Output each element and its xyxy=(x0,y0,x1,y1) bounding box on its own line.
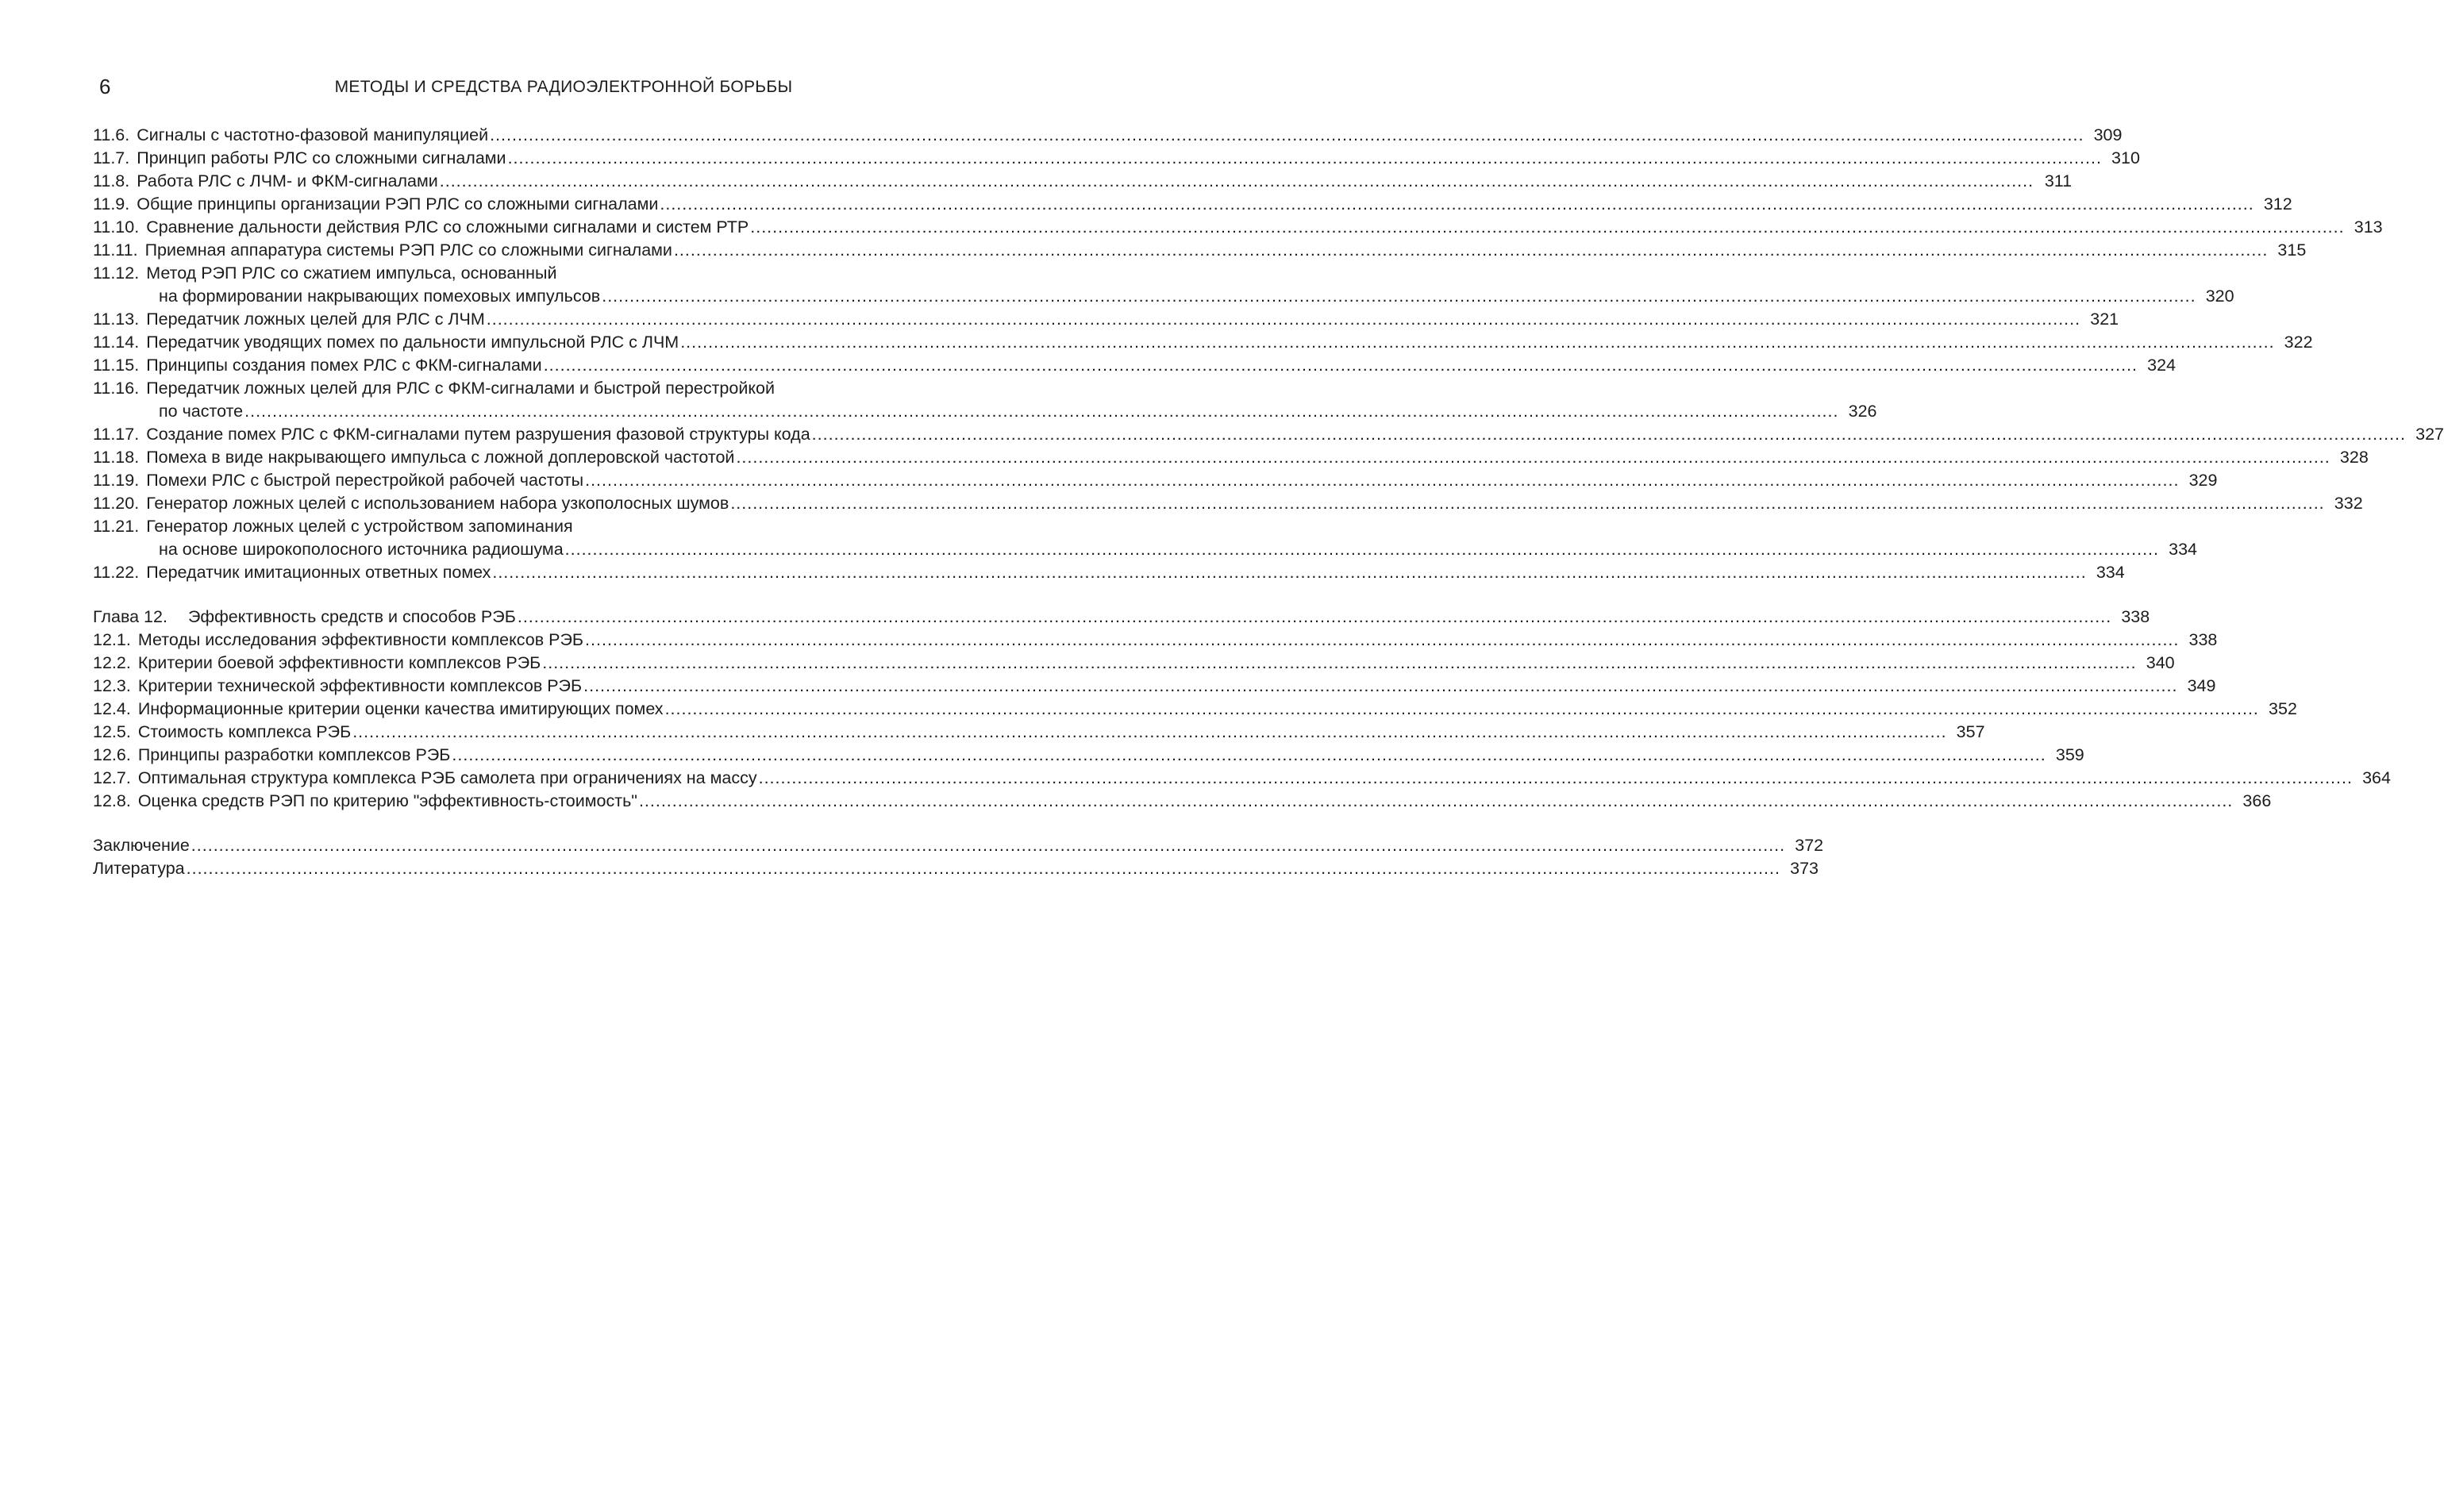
toc-entry-page: 328 xyxy=(2339,448,2369,467)
toc-entry[interactable] xyxy=(93,262,958,285)
toc-leader-dots xyxy=(352,721,1946,744)
toc-entry-page: 338 xyxy=(2188,630,2218,649)
toc-entry-page: 322 xyxy=(2284,333,2313,352)
toc-entry-page: 321 xyxy=(2090,310,2119,329)
toc-leader-dots xyxy=(759,767,2353,790)
toc-leader-dots xyxy=(602,285,2196,308)
toc-entry-page: 338 xyxy=(2121,607,2150,626)
toc-entry-page: 352 xyxy=(2269,699,2297,718)
toc-entry-page: 366 xyxy=(2242,791,2272,810)
toc-entry[interactable] xyxy=(93,515,958,538)
toc-entry-page: 334 xyxy=(2096,563,2125,582)
toc-leader-dots xyxy=(518,606,2111,629)
toc-leader-dots xyxy=(665,698,2259,721)
toc-entry-title: Литература xyxy=(93,859,185,878)
toc-entry-page: 326 xyxy=(1848,402,1877,421)
page-number: 6 xyxy=(99,75,111,98)
toc-entry-title: Принципы разработки комплексов РЭБ xyxy=(137,745,451,764)
toc-entry[interactable] xyxy=(93,469,2218,492)
toc-leader-dots xyxy=(244,400,1838,423)
toc-leader-dots xyxy=(187,857,1780,880)
toc-entry-title: Генератор ложных целей с использованием набора узкополосных шумов xyxy=(146,494,729,513)
toc-entry-page: 349 xyxy=(2187,676,2216,695)
toc-entry-number: 12.1. xyxy=(93,630,131,649)
toc-entry-title: Генератор ложных целей с устройством запоминания xyxy=(146,517,573,536)
toc-entry-number: 11.13. xyxy=(93,310,140,329)
toc-entry-title: Критерии технической эффективности комплексов РЭБ xyxy=(137,676,583,695)
toc-entry-page: 359 xyxy=(2055,745,2084,764)
toc-entry-title: Приемная аппаратура системы РЭП РЛС со сложными сигналами xyxy=(144,240,672,260)
toc-leader-dots xyxy=(487,308,2080,331)
toc-entry-number: 11.15. xyxy=(93,356,140,375)
toc-leader-dots xyxy=(585,629,2179,652)
toc-entry[interactable] xyxy=(93,377,958,400)
toc-entry-page: 372 xyxy=(1795,836,1824,855)
toc-entry-title: Работа РЛС с ЛЧМ- и ФКМ-сигналами xyxy=(137,171,438,190)
toc-entry[interactable] xyxy=(93,767,2391,790)
toc-leader-dots xyxy=(585,469,2179,492)
toc-entry-title: Принцип работы РЛС со сложными сигналами xyxy=(137,148,506,167)
toc-entry[interactable] xyxy=(93,354,2177,377)
toc-entry-number: 12.6. xyxy=(93,745,131,764)
toc-entry-title: Методы исследования эффективности комплексов РЭБ xyxy=(137,630,584,649)
toc-entry[interactable] xyxy=(93,675,2216,698)
toc-entry-page: 364 xyxy=(2362,768,2391,787)
toc-leader-dots xyxy=(508,147,2102,170)
toc-back-matter xyxy=(93,834,1824,880)
running-head: МЕТОДЫ И СРЕДСТВА РАДИОЭЛЕКТРОННОЙ БОРЬБЫ xyxy=(334,78,793,96)
toc-leader-dots xyxy=(674,239,2268,262)
toc-entry[interactable] xyxy=(93,124,2123,147)
toc-entry-title: Передатчик имитационных ответных помех xyxy=(146,563,491,582)
toc-leader-dots xyxy=(452,744,2046,767)
toc-entry-page: 313 xyxy=(2354,217,2383,237)
toc-leader-dots xyxy=(680,331,2274,354)
chapter-number: Глава 12. xyxy=(93,607,167,626)
toc-entry-title: Критерии боевой эффективности комплексов РЭБ xyxy=(137,653,541,672)
toc-entry[interactable] xyxy=(93,834,1824,857)
toc-entry[interactable] xyxy=(93,744,2084,767)
section-gap xyxy=(93,813,958,834)
toc-entry-number: 11.7. xyxy=(93,148,130,167)
toc-entry-page: 324 xyxy=(2147,356,2177,375)
toc-entry-number: 12.2. xyxy=(93,653,131,672)
toc-entry-page: 340 xyxy=(2146,653,2175,672)
toc-entry-page: 315 xyxy=(2277,240,2307,260)
toc-entry[interactable] xyxy=(93,790,2272,813)
toc-leader-dots xyxy=(812,423,2406,446)
section-gap xyxy=(93,584,958,606)
toc-entry[interactable] xyxy=(93,629,2218,652)
toc-entry-title: Сигналы с частотно-фазовой манипуляцией xyxy=(137,125,489,144)
toc-entry[interactable] xyxy=(93,698,2297,721)
toc-entry-title: Создание помех РЛС с ФКМ-сигналами путем разрушения фазовой структуры кода xyxy=(146,425,810,444)
toc-entry-title-continued: на основе широкополосного источника радиошума xyxy=(159,540,564,559)
toc-leader-dots xyxy=(490,124,2084,147)
toc-leader-dots xyxy=(583,675,2177,698)
toc-entry-title: Заключение xyxy=(93,836,190,855)
toc-entry-number: 11.20. xyxy=(93,494,140,513)
toc-entry-continuation[interactable] xyxy=(93,285,2234,308)
toc-entry[interactable] xyxy=(93,147,2140,170)
toc-leader-dots xyxy=(492,561,2086,584)
toc-entry-title: Оптимальная структура комплекса РЭБ самолета при ограничениях на массу xyxy=(137,768,757,787)
toc-entry[interactable] xyxy=(93,446,2369,469)
toc-entry-title: Стоимость комплекса РЭБ xyxy=(137,722,352,741)
toc-entry-title: Передатчик ложных целей для РЛС с ЛЧМ xyxy=(146,310,485,329)
toc-entry-continuation[interactable] xyxy=(93,400,1877,423)
toc-entry-number: 11.19. xyxy=(93,471,140,490)
toc-entry[interactable] xyxy=(93,308,2119,331)
toc-leader-dots xyxy=(544,354,2138,377)
toc-entry-number: 12.3. xyxy=(93,676,131,695)
toc-entry-continuation[interactable] xyxy=(93,538,2197,561)
toc-entry-page: 311 xyxy=(2044,171,2073,190)
toc-entry-page: 332 xyxy=(2334,494,2363,513)
toc-entry-title: Помехи РЛС с быстрой перестройкой рабочей частоты xyxy=(146,471,584,490)
toc-entry-page: 310 xyxy=(2111,148,2140,167)
toc-entry-number: 11.6. xyxy=(93,125,130,144)
toc-entry-number: 12.5. xyxy=(93,722,131,741)
toc-entry-number: 11.12. xyxy=(93,264,140,283)
toc-leader-dots xyxy=(542,652,2136,675)
toc-entry-page: 357 xyxy=(1956,722,1985,741)
toc-entry-number: 11.11. xyxy=(93,240,138,260)
toc-entry-number: 11.18. xyxy=(93,448,140,467)
toc-entry-page: 373 xyxy=(1790,859,1819,878)
toc-entry-number: 11.9. xyxy=(93,194,130,214)
toc-entry-page: 320 xyxy=(2205,287,2234,306)
toc-leader-dots xyxy=(191,834,1785,857)
toc-entry-title: Сравнение дальности действия РЛС со сложными сигналами и систем РТР xyxy=(146,217,749,237)
toc-leader-dots xyxy=(639,790,2233,813)
toc-entry-title-continued: по частоте xyxy=(159,402,244,421)
toc-entry-number: 12.7. xyxy=(93,768,131,787)
toc-section-12 xyxy=(93,629,2391,813)
toc-leader-dots xyxy=(750,216,2344,239)
toc-entry-number: 11.17. xyxy=(93,425,140,444)
toc-leader-dots xyxy=(660,193,2253,216)
toc-entry[interactable] xyxy=(93,561,2125,584)
toc-entry-title-continued: на формировании накрывающих помеховых импульсов xyxy=(159,287,601,306)
toc-leader-dots xyxy=(736,446,2330,469)
toc-entry-title: Передатчик уводящих помех по дальности импульсной РЛС с ЛЧМ xyxy=(146,333,679,352)
toc-entry-title: Оценка средств РЭП по критерию "эффективность-стоимость" xyxy=(137,791,637,810)
toc-entry-page: 334 xyxy=(2169,540,2197,559)
toc-entry-number: 11.10. xyxy=(93,217,140,237)
toc-entry[interactable] xyxy=(93,721,1985,744)
toc-leader-dots xyxy=(730,492,2324,515)
toc-entry-number: 12.4. xyxy=(93,699,131,718)
toc-entry-title: Помеха в виде накрывающего импульса с ложной доплеровской частотой xyxy=(146,448,735,467)
toc-entry[interactable] xyxy=(93,331,2313,354)
toc-entry-title: Информационные критерии оценки качества имитирующих помех xyxy=(137,699,664,718)
toc-entry[interactable] xyxy=(93,423,2444,446)
table-of-contents xyxy=(93,124,2444,880)
toc-entry-page: 327 xyxy=(2415,425,2444,444)
toc-entry-page: 312 xyxy=(2263,194,2292,214)
toc-leader-dots xyxy=(440,170,2034,193)
toc-entry-title: Метод РЭП РЛС со сжатием импульса, основанный xyxy=(146,264,557,283)
toc-entry[interactable] xyxy=(93,239,2307,262)
toc-entry-title: Передатчик ложных целей для РЛС с ФКМ-сигналами и быстрой перестройкой xyxy=(146,379,775,398)
toc-entry[interactable] xyxy=(93,652,2175,675)
toc-entry[interactable] xyxy=(93,492,2363,515)
toc-entry-number: 11.14. xyxy=(93,333,140,352)
toc-leader-dots xyxy=(565,538,2159,561)
toc-entry-number: 11.8. xyxy=(93,171,130,190)
toc-entry[interactable] xyxy=(93,857,1819,880)
toc-chapter-heading[interactable] xyxy=(93,606,2150,629)
toc-entry-number: 12.8. xyxy=(93,791,131,810)
toc-entry-number: 11.22. xyxy=(93,563,140,582)
toc-entry-number: 11.21. xyxy=(93,517,140,536)
toc-entry[interactable] xyxy=(93,216,2383,239)
toc-entry-page: 309 xyxy=(2093,125,2123,144)
toc-entry[interactable] xyxy=(93,170,2073,193)
chapter-title: Эффективность средств и способов РЭБ xyxy=(187,607,516,626)
toc-entry-number: 11.16. xyxy=(93,379,140,398)
toc-entry-title: Принципы создания помех РЛС с ФКМ-сигналами xyxy=(146,356,542,375)
toc-entry[interactable] xyxy=(93,193,2292,216)
toc-section-11 xyxy=(93,124,2444,584)
toc-entry-page: 329 xyxy=(2188,471,2218,490)
toc-entry-title: Общие принципы организации РЭП РЛС со сложными сигналами xyxy=(137,194,659,214)
